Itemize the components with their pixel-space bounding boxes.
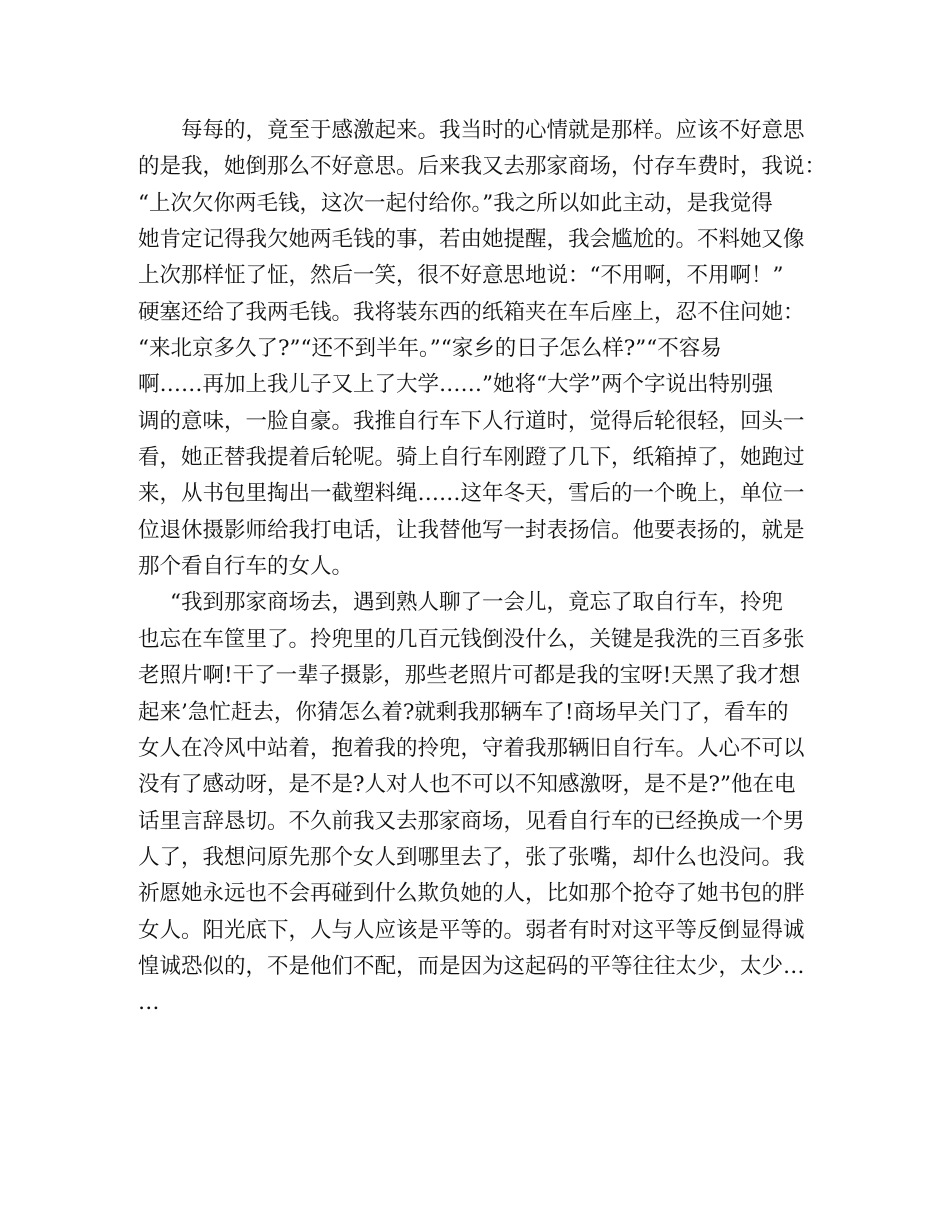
text-line: 上次那样怔了怔，然后一笑，很不好意思地说：“不用啊，不用啊！” [138,263,784,289]
text-line: 话里言辞恳切。不久前我又去那家商场，见看自行车的已经换成一个男 [138,808,805,834]
text-line: 惶诚恐似的，不是他们不配，而是因为这起码的平等往往太少，太少… [138,953,805,979]
paragraph-1 [138,113,827,585]
text-line: 女人。阳光底下，人与人应该是平等的。弱者有时对这平等反倒显得诚 [138,917,805,943]
text-line: … [138,990,160,1016]
text-line: 也忘在车筐里了。拎兜里的几百元钱倒没什么，关键是我洗的三百多张 [138,626,805,652]
text-line: 每每的，竟至于感激起来。我当时的心情就是那样。应该不好意思 [181,118,805,143]
text-line: 位退休摄影师给我打电话，让我替他写一封表扬信。他要表扬的，就是 [138,517,805,543]
text-line: 那个看自行车的女人。 [138,554,354,580]
paragraph-2 [138,585,814,1021]
text-line: 起来’急忙赶去，你猜怎么着?就剩我那辆车了!商场早关门了，看车的 [138,699,789,725]
document-page [138,113,827,1022]
text-line: “来北京多久了?”“还不到半年。”“家乡的日子怎么样?”“不容易 [138,336,722,362]
text-line: 人了，我想问原先那个女人到哪里去了，张了张嘴，却什么也没问。我 [138,844,805,870]
text-line: 啊……再加上我儿子又上了大学……”她将“大学”两个字说出特别强 [138,372,773,398]
text-line: 调的意味，一脸自豪。我推自行车下人行道时，觉得后轮很轻，回头一 [138,408,805,434]
text-line: 祈愿她永远也不会再碰到什么欺负她的人，比如那个抢夺了她书包的胖 [138,881,805,907]
text-line: 看，她正替我提着后轮呢。骑上自行车刚蹬了几下，纸箱掉了，她跑过 [138,445,805,471]
text-line: 没有了感动呀，是不是?人对人也不可以不知感激呀，是不是?”他在电 [138,772,796,798]
text-line: “我到那家商场去，遇到熟人聊了一会儿，竟忘了取自行车，拎兜 [170,590,783,616]
text-line: 的是我，她倒那么不好意思。后来我又去那家商场，付存车费时，我说： [138,154,827,180]
text-line: 她肯定记得我欠她两毛钱的事，若由她提醒，我会尴尬的。不料她又像 [138,227,805,253]
text-line: “上次欠你两毛钱，这次一起付给你。”我之所以如此主动，是我觉得 [138,190,773,216]
text-line: 女人在冷风中站着，抱着我的拎兜，守着我那辆旧自行车。人心不可以 [138,735,805,761]
text-line: 来，从书包里掏出一截塑料绳……这年冬天，雪后的一个晚上，单位一 [138,481,805,507]
text-line: 硬塞还给了我两毛钱。我将装东西的纸箱夹在车后座上，忍不住问她： [138,299,805,325]
text-line: 老照片啊!干了一辈子摄影，那些老照片可都是我的宝呀!天黑了我才想 [138,663,801,689]
